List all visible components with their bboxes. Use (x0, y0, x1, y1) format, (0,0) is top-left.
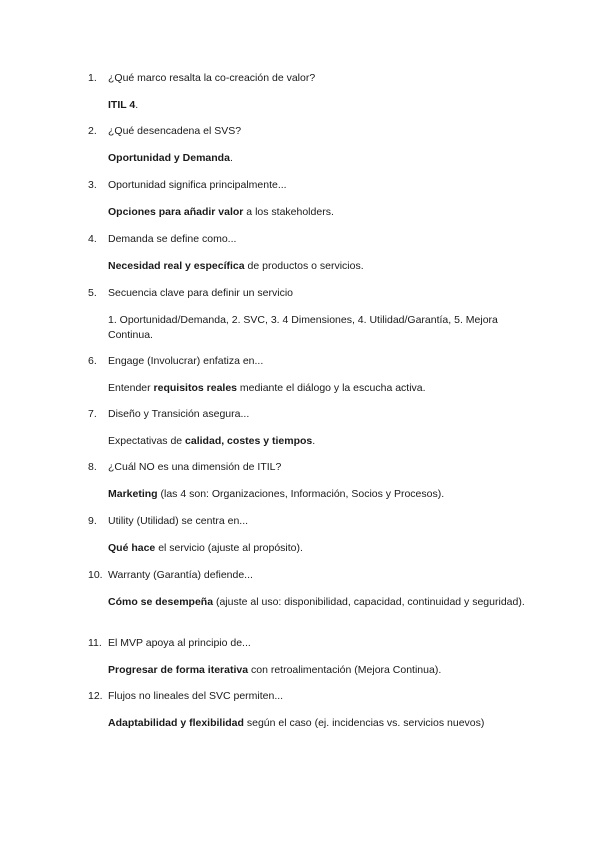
answer-segment: a los stakeholders. (243, 206, 334, 218)
answer-segment: de productos o servicios. (244, 260, 364, 272)
answer-segment: . (229, 152, 233, 164)
answer-segment: según el caso (ej. incidencias vs. servicios nuevos) (243, 717, 485, 729)
answer-segment: 1. Oportunidad/Demanda, 2. SVC, 3. 4 Dimensiones, 4. Utilidad/Garantía, 5. Mejora Continua. (108, 314, 498, 341)
answer-text (108, 381, 528, 396)
answer-segment: . (312, 435, 316, 447)
answer-text (108, 541, 528, 556)
answer-bold-segment: Cómo se desempeña (108, 596, 214, 608)
answer-text (108, 595, 528, 610)
answer-segment: . (135, 99, 139, 111)
item-number: 9. (88, 515, 97, 527)
answer-bold-segment: Necesidad real y específica (108, 260, 245, 272)
item-number: 2. (88, 125, 97, 137)
item-number: 5. (88, 287, 97, 299)
question-text: Utility (Utilidad) se centra en... (108, 515, 249, 527)
answer-segment: Expectativas de (108, 435, 186, 447)
answer-segment: (ajuste al uso: disponibilidad, capacidad, continuidad y seguridad). (213, 596, 525, 608)
answer-bold-segment: Progresar de forma iterativa (108, 664, 249, 676)
answer-segment: con retroalimentación (Mejora Continua). (248, 664, 442, 676)
answer-bold-segment: requisitos reales (153, 382, 238, 394)
answer-text (108, 313, 528, 343)
answer-text (108, 259, 528, 274)
question-text: Warranty (Garantía) defiende... (108, 569, 253, 581)
answer-bold-segment: Oportunidad y Demanda (108, 152, 230, 164)
question-text: Engage (Involucrar) enfatiza en... (108, 355, 264, 367)
answer-text (108, 205, 528, 220)
answer-bold-segment: ITIL 4 (108, 99, 136, 111)
answer-text (108, 663, 528, 678)
question-text: Flujos no lineales del SVC permiten... (108, 690, 284, 702)
answer-segment: mediante el diálogo y la escucha activa. (237, 382, 426, 394)
item-number: 4. (88, 233, 97, 245)
item-number: 7. (88, 408, 97, 420)
question-text: ¿Qué desencadena el SVS? (108, 125, 242, 137)
question-text: ¿Qué marco resalta la co-creación de valor? (108, 72, 316, 84)
answer-text (108, 487, 528, 502)
answer-bold-segment: calidad, costes y tiempos (185, 435, 313, 447)
question-text: El MVP apoya al principio de... (108, 637, 251, 649)
item-number: 10. (88, 569, 103, 581)
answer-text (108, 151, 528, 166)
item-number: 11. (88, 637, 102, 649)
item-number: 3. (88, 179, 97, 191)
item-number: 6. (88, 355, 97, 367)
answer-bold-segment: Marketing (108, 488, 158, 500)
question-text: ¿Cuál NO es una dimensión de ITIL? (108, 461, 282, 473)
question-text: Oportunidad significa principalmente... (108, 179, 287, 191)
item-number: 12. (88, 690, 103, 702)
answer-bold-segment: Qué hace (108, 542, 156, 554)
answer-text (108, 98, 528, 113)
answer-segment: el servicio (ajuste al propósito). (155, 542, 303, 554)
answer-text (108, 716, 528, 731)
item-number: 8. (88, 461, 97, 473)
item-number: 1. (88, 72, 97, 84)
answer-bold-segment: Adaptabilidad y flexibilidad (108, 717, 244, 729)
question-text: Secuencia clave para definir un servicio (108, 287, 294, 299)
answer-segment: (las 4 son: Organizaciones, Información, Socios y Procesos). (157, 488, 445, 500)
answer-bold-segment: Opciones para añadir valor (108, 206, 244, 218)
answer-segment: Entender (108, 382, 154, 394)
answer-text (108, 434, 528, 449)
question-text: Diseño y Transición asegura... (108, 408, 250, 420)
question-text: Demanda se define como... (108, 233, 237, 245)
